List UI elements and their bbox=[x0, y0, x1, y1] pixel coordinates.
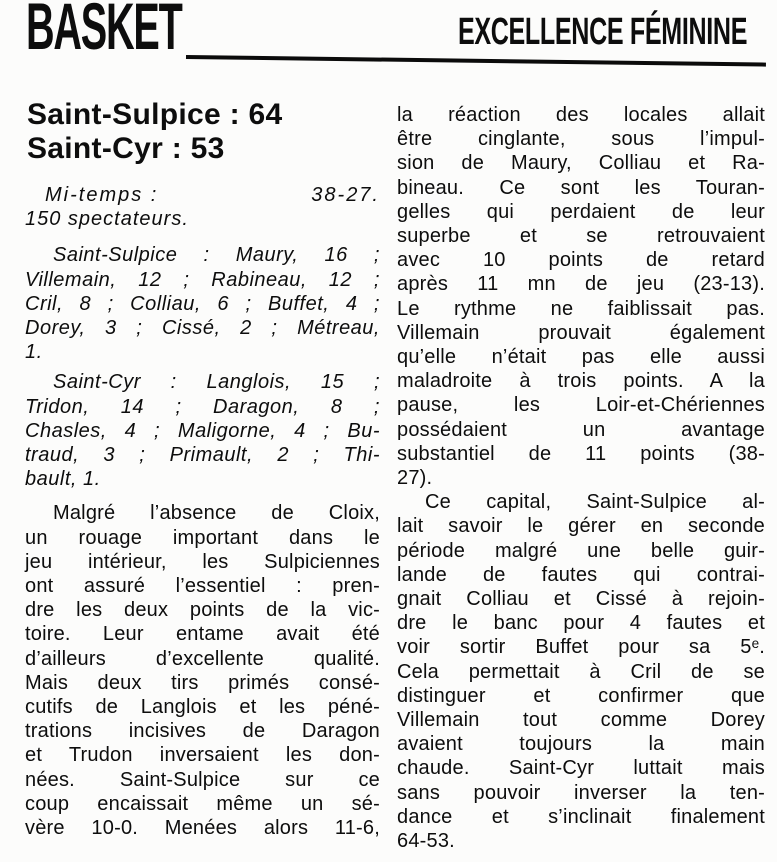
text-line: un rouage important dans le bbox=[25, 526, 380, 549]
text-line: avec 10 points de retard bbox=[397, 249, 765, 272]
text-line: après 11 mn de jeu (23-13). bbox=[397, 273, 765, 296]
text-line: Tridon, 14 ; Daragon, 8 ; bbox=[25, 395, 380, 418]
text-line: trations incisives de Daragon bbox=[25, 720, 380, 743]
title-line-1: Saint-Sulpice : 64 bbox=[27, 98, 283, 131]
text-line: et Trudon inversaient les don- bbox=[25, 744, 380, 767]
article-columns bbox=[25, 98, 765, 853]
text-line: Malgré l’absence de Cloix, bbox=[53, 502, 380, 525]
column-right bbox=[397, 98, 765, 853]
text-line: période malgré une belle guir- bbox=[397, 539, 765, 562]
column-left bbox=[25, 98, 380, 853]
text-line: jeu intérieur, les Sulpiciennes bbox=[25, 550, 380, 573]
text-line: sans pouvoir inverser la ten- bbox=[397, 781, 765, 804]
text-line: traud, 3 ; Primault, 2 ; Thi- bbox=[25, 444, 380, 467]
text-line: Saint-Cyr : Langlois, 15 ; bbox=[53, 371, 380, 394]
text-line: 27). bbox=[397, 467, 433, 490]
article-title bbox=[27, 98, 380, 166]
text-line: Cril, 8 ; Colliau, 6 ; Buffet, 4 ; bbox=[25, 292, 380, 315]
text-line: toire. Leur entame avait été bbox=[25, 623, 380, 646]
text-line: superbe et se retrouvaient bbox=[397, 225, 765, 248]
text-line: chaude. Saint-Cyr luttait mais bbox=[397, 757, 765, 780]
text-line: coup encaissait même un sé- bbox=[25, 792, 380, 815]
text-line: Villemain tout comme Dorey bbox=[397, 709, 765, 732]
halftime-label: Mi-temps : bbox=[45, 184, 159, 206]
text-line: Mais deux tirs primés consé- bbox=[25, 671, 380, 694]
text-line: 64-53. bbox=[397, 830, 455, 853]
text-line: voir sortir Buffet pour sa 5ᵉ. bbox=[397, 636, 765, 659]
title-line-2: Saint-Cyr : 53 bbox=[27, 132, 225, 165]
section-title: EXCELLENCE FÉMININE bbox=[457, 11, 747, 53]
text-line: dre le banc pour 4 fautes et bbox=[397, 612, 765, 635]
halftime-score: 38-27. bbox=[311, 184, 380, 206]
body-paragraph-right-1 bbox=[397, 103, 765, 490]
text-line: dre les deux points de la vic- bbox=[25, 599, 380, 622]
roster-saint-cyr bbox=[25, 370, 380, 491]
text-line: Villemain prouvait également bbox=[397, 321, 765, 344]
halftime-line bbox=[25, 183, 380, 207]
text-line: pause, les Loir-et-Chériennes bbox=[397, 394, 765, 417]
rubric-kicker: BASKET bbox=[26, 0, 182, 63]
text-line: bault, 1. bbox=[25, 468, 101, 491]
text-line: Dorey, 3 ; Cissé, 2 ; Métreau, bbox=[25, 317, 380, 340]
text-line: vère 10-0. Menées alors 11-6, bbox=[25, 817, 380, 840]
text-line: Le rythme ne faiblissait pas. bbox=[397, 297, 765, 320]
text-line: d’ailleurs d’excellente qualité. bbox=[25, 647, 380, 670]
body-paragraph-left bbox=[25, 501, 380, 840]
text-line: substantiel de 11 points (38- bbox=[397, 442, 765, 465]
text-line: sion de Maury, Colliau et Ra- bbox=[397, 152, 765, 175]
text-line: ont assuré l’essentiel : pren- bbox=[25, 575, 380, 598]
text-line: avaient toujours la main bbox=[397, 733, 765, 756]
text-line: nées. Saint-Sulpice sur ce bbox=[25, 768, 380, 791]
header-rule bbox=[186, 55, 766, 67]
text-line: Ce capital, Saint-Sulpice al- bbox=[425, 491, 765, 514]
body-paragraph-right-2 bbox=[397, 490, 765, 853]
text-line: cutifs de Langlois et les péné- bbox=[25, 696, 380, 719]
text-line: Villemain, 12 ; Rabineau, 12 ; bbox=[25, 268, 380, 291]
text-line: gnait Colliau et Cissé à rejoin- bbox=[397, 588, 765, 611]
roster-saint-sulpice bbox=[25, 243, 380, 364]
text-line: lande de fautes qui contrai- bbox=[397, 563, 765, 586]
text-line: dance et s’inclinait finalement bbox=[397, 805, 765, 828]
text-line: possédaient un avantage bbox=[397, 418, 765, 441]
text-line: la réaction des locales allait bbox=[397, 104, 765, 126]
text-line: Saint-Sulpice : Maury, 16 ; bbox=[53, 244, 380, 267]
text-line: gelles qui perdaient de leur bbox=[397, 200, 765, 223]
text-line: être cinglante, sous l’impul- bbox=[397, 128, 765, 151]
text-line: distinguer et confirmer que bbox=[397, 684, 765, 707]
text-line: maladroite à trois points. A la bbox=[397, 370, 765, 393]
text-line: lait savoir le gérer en seconde bbox=[397, 515, 765, 538]
attendance: 150 spectateurs. bbox=[25, 208, 189, 231]
text-line: bineau. Ce sont les Touran- bbox=[397, 176, 765, 199]
text-line: 1. bbox=[25, 341, 43, 364]
text-line: Cela permettait à Cril de se bbox=[397, 660, 765, 683]
text-line: qu’elle n’était pas elle aussi bbox=[397, 346, 765, 369]
text-line: Chasles, 4 ; Maligorne, 4 ; Bu- bbox=[25, 419, 380, 442]
